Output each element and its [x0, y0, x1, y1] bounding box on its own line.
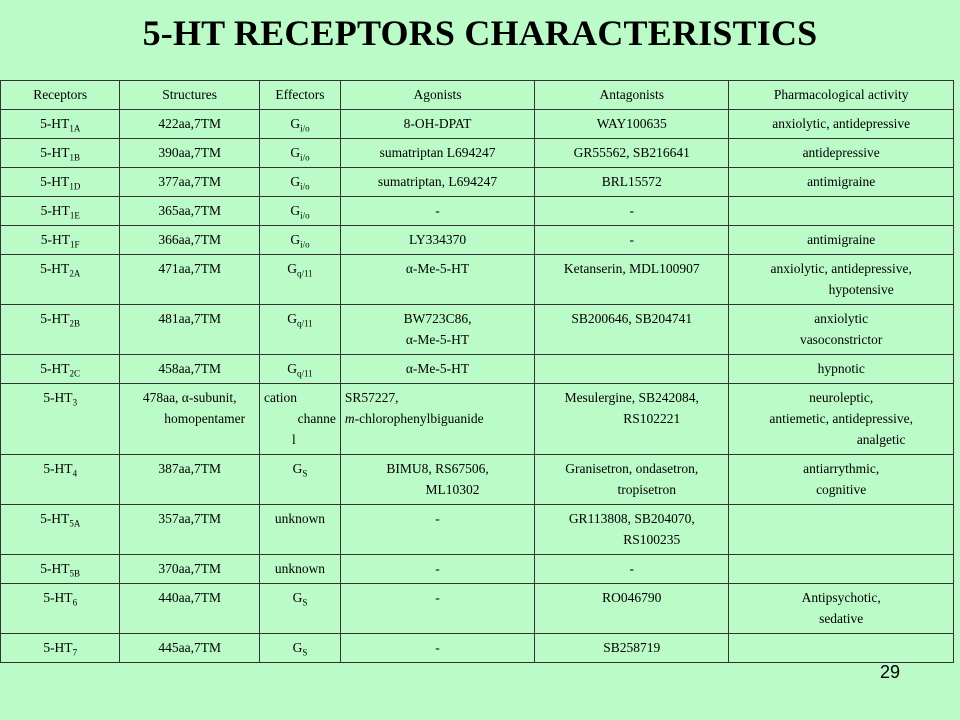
structure-cell: 357aa,7TM [120, 505, 260, 555]
header-agonists: Agonists [340, 81, 534, 110]
effector-cell: $G_{i/o}$ [259, 110, 340, 139]
effector-cell: $G_{i/o}$ [259, 139, 340, 168]
activity-cell [729, 505, 954, 555]
activity-cell: antimigraine [729, 226, 954, 255]
structure-cell: 478aa, α-subunit, homopentamer [120, 384, 260, 455]
structure-cell: 422aa,7TM [120, 110, 260, 139]
table-row [1, 168, 954, 197]
structure-cell: 377aa,7TM [120, 168, 260, 197]
table-row [1, 305, 954, 355]
receptor-cell: $5-HT_6$ [1, 584, 120, 634]
activity-cell: anxiolytic, antidepressive, hypotensive [729, 255, 954, 305]
antagonist-cell: RO046790 [535, 584, 729, 634]
table-row [1, 384, 954, 455]
agonist-cell: - [340, 584, 534, 634]
effector-cell: unknown [259, 505, 340, 555]
effector-cell: $G_{i/o}$ [259, 226, 340, 255]
table-row [1, 584, 954, 634]
effector-cell: $G_{q/11}$ [259, 255, 340, 305]
antagonist-cell: GR55562, SB216641 [535, 139, 729, 168]
receptor-cell: $5-HT_{1A}$ [1, 110, 120, 139]
effector-cell: cation channe l [259, 384, 340, 455]
receptor-cell: $5-HT_3$ [1, 384, 120, 455]
effector-cell: $G_S$ [259, 584, 340, 634]
structure-cell: 366aa,7TM [120, 226, 260, 255]
antagonist-cell: WAY100635 [535, 110, 729, 139]
effector-cell: unknown [259, 555, 340, 584]
agonist-cell: - [340, 634, 534, 663]
effector-cell: $G_{i/o}$ [259, 197, 340, 226]
antagonist-cell: - [535, 197, 729, 226]
agonist-cell: LY334370 [340, 226, 534, 255]
agonist-cell: - [340, 555, 534, 584]
activity-cell: anxiolytic vasoconstrictor [729, 305, 954, 355]
activity-cell [729, 197, 954, 226]
antagonist-cell: SB200646, SB204741 [535, 305, 729, 355]
structure-cell: 440aa,7TM [120, 584, 260, 634]
activity-cell: neuroleptic, antiemetic, antidepressive, analgetic [729, 384, 954, 455]
receptor-cell: $5-HT_{1B}$ [1, 139, 120, 168]
agonist-cell: - [340, 197, 534, 226]
table-row [1, 505, 954, 555]
header-structures: Structures [120, 81, 260, 110]
agonist-cell: 8-OH-DPAT [340, 110, 534, 139]
table-row [1, 634, 954, 663]
effector-cell: $G_S$ [259, 455, 340, 505]
activity-cell: Antipsychotic, sedative [729, 584, 954, 634]
table-row [1, 110, 954, 139]
antagonist-cell: Ketanserin, MDL100907 [535, 255, 729, 305]
agonist-cell: - [340, 505, 534, 555]
activity-cell: antidepressive [729, 139, 954, 168]
agonist-cell: sumatriptan, L694247 [340, 168, 534, 197]
agonist-cell: SR57227, m-chlorophenylbiguanide [340, 384, 534, 455]
table-row [1, 555, 954, 584]
activity-cell: antimigraine [729, 168, 954, 197]
antagonist-cell: SB258719 [535, 634, 729, 663]
header-effectors: Effectors [259, 81, 340, 110]
receptor-cell: $5-HT_{1D}$ [1, 168, 120, 197]
table-header-row [1, 81, 954, 110]
page-number: 29 [879, 662, 901, 682]
antagonist-cell: GR113808, SB204070, RS100235 [535, 505, 729, 555]
effector-cell: $G_{i/o}$ [259, 168, 340, 197]
structure-cell: 445aa,7TM [120, 634, 260, 663]
antagonist-cell [535, 355, 729, 384]
activity-cell: antiarrythmic, cognitive [729, 455, 954, 505]
antagonist-cell: BRL15572 [535, 168, 729, 197]
structure-cell: 481aa,7TM [120, 305, 260, 355]
agonist-cell: BIMU8, RS67506, ML10302 [340, 455, 534, 505]
structure-cell: 370aa,7TM [120, 555, 260, 584]
table-row [1, 226, 954, 255]
activity-cell: hypnotic [729, 355, 954, 384]
effector-cell: $G_S$ [259, 634, 340, 663]
receptor-cell: $5-HT_{2A}$ [1, 255, 120, 305]
agonist-cell: α-Me-5-HT [340, 355, 534, 384]
table-row [1, 139, 954, 168]
receptor-cell: $5-HT_{2B}$ [1, 305, 120, 355]
structure-cell: 458aa,7TM [120, 355, 260, 384]
activity-cell: anxiolytic, antidepressive [729, 110, 954, 139]
receptor-cell: $5-HT_{2C}$ [1, 355, 120, 384]
receptor-cell: $5-HT_4$ [1, 455, 120, 505]
header-activity: Pharmacological activity [729, 81, 954, 110]
table-row [1, 455, 954, 505]
receptor-cell: $5-HT_7$ [1, 634, 120, 663]
table-row [1, 197, 954, 226]
table-row [1, 255, 954, 305]
antagonist-cell: - [535, 226, 729, 255]
header-receptors: Receptors [1, 81, 120, 110]
receptor-cell: $5-HT_{1E}$ [1, 197, 120, 226]
receptor-table [0, 80, 954, 663]
effector-cell: $G_{q/11}$ [259, 305, 340, 355]
activity-cell [729, 634, 954, 663]
receptor-cell: $5-HT_{1F}$ [1, 226, 120, 255]
antagonist-cell: Granisetron, ondasetron, tropisetron [535, 455, 729, 505]
table-row [1, 355, 954, 384]
structure-cell: 365aa,7TM [120, 197, 260, 226]
receptor-cell: $5-HT_{5B}$ [1, 555, 120, 584]
header-antagonists: Antagonists [535, 81, 729, 110]
page-title: 5-HT RECEPTORS CHARACTERISTICS [142, 13, 818, 53]
structure-cell: 387aa,7TM [120, 455, 260, 505]
receptor-cell: $5-HT_{5A}$ [1, 505, 120, 555]
effector-cell: $G_{q/11}$ [259, 355, 340, 384]
structure-cell: 471aa,7TM [120, 255, 260, 305]
agonist-cell: α-Me-5-HT [340, 255, 534, 305]
antagonist-cell: Mesulergine, SB242084, RS102221 [535, 384, 729, 455]
agonist-cell: BW723C86, α-Me-5-HT [340, 305, 534, 355]
antagonist-cell: - [535, 555, 729, 584]
activity-cell [729, 555, 954, 584]
structure-cell: 390aa,7TM [120, 139, 260, 168]
agonist-cell: sumatriptan L694247 [340, 139, 534, 168]
